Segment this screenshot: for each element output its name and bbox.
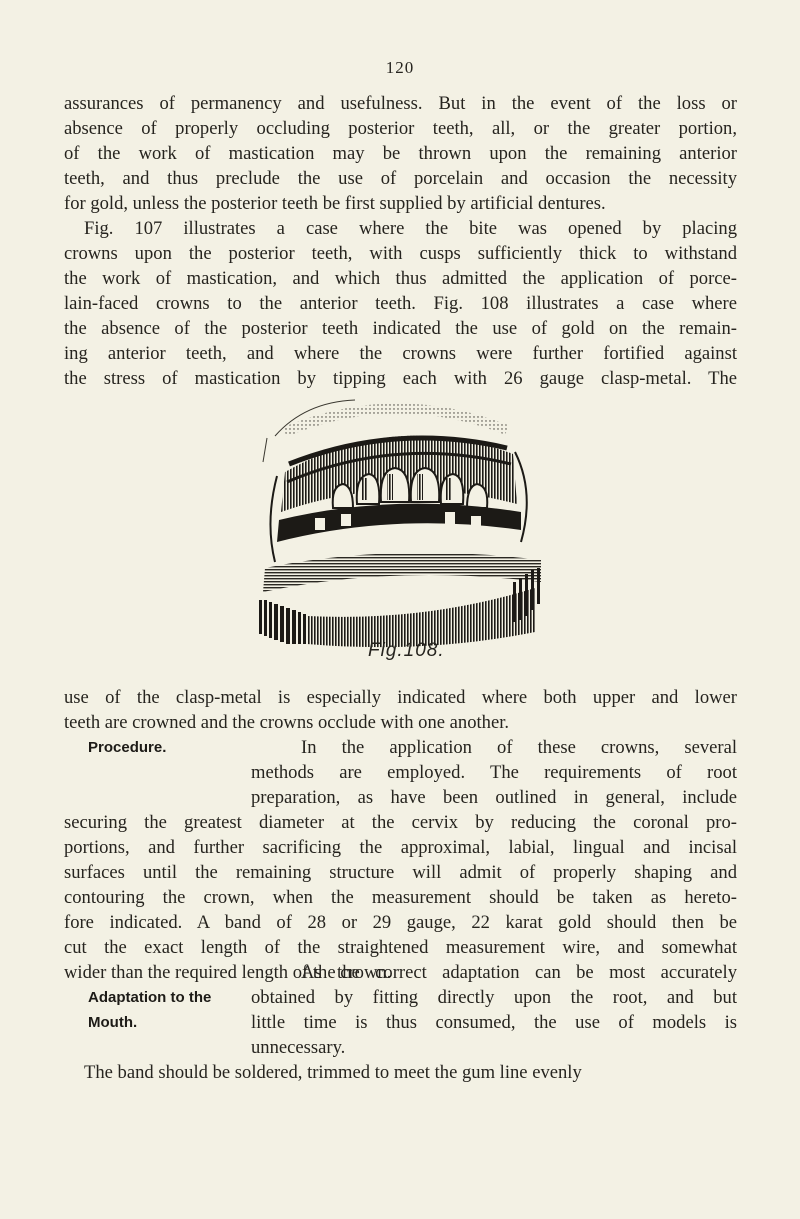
- text-line: unnecessary.: [251, 1037, 346, 1058]
- paragraph-band: [64, 1060, 737, 1085]
- text-line: the work of mastication, and which thus admitted the application of porce-: [64, 268, 737, 289]
- text-line: contouring the crown, when the measurement should be taken as hereto-: [64, 887, 737, 908]
- text-line: fore indicated. A band of 28 or 29 gauge, 22 karat gold should then be: [64, 912, 737, 933]
- paragraph-adaptation: [251, 960, 737, 1060]
- paragraph-intro: [64, 91, 737, 391]
- text-line: ing anterior teeth, and where the crowns were further fortified against: [64, 343, 737, 364]
- paragraph-preparation: [64, 810, 737, 985]
- side-heading-adaptation: Adaptation to the: [88, 989, 212, 1006]
- text-line: surfaces until the remaining structure will admit of properly shaping and: [64, 862, 737, 883]
- text-line: use of the clasp-metal is especially indicated where both upper and lower: [64, 687, 737, 708]
- text-line: As the correct adaptation can be most accurately: [301, 962, 737, 983]
- text-line: portions, and further sacrificing the approximal, labial, lingual and incisal: [64, 837, 737, 858]
- page-number: 120: [385, 58, 415, 77]
- text-line: cut the exact length of the straightened measurement wire, and somewhat: [64, 937, 737, 958]
- text-line: the stress of mastication by tipping each with 26 gauge clasp-metal. The: [64, 368, 737, 389]
- figure-caption: Fig.108.: [368, 640, 445, 661]
- text-line: of the work of mastication may be thrown upon the remaining anterior: [64, 143, 737, 164]
- text-line: absence of properly occluding posterior teeth, all, or the greater portion,: [64, 118, 737, 139]
- text-line: assurances of permanency and usefulness. But in the event of the loss or: [64, 93, 737, 114]
- text-line: teeth are crowned and the crowns occlude with one another.: [64, 712, 510, 733]
- text-line: preparation, as have been outlined in general, include: [251, 787, 737, 808]
- paragraph-procedure: [251, 735, 737, 810]
- text-line: obtained by fitting directly upon the root, and but: [251, 987, 737, 1008]
- side-heading-procedure: Procedure.: [88, 739, 167, 756]
- text-line: In the application of these crowns, several: [301, 737, 737, 758]
- text-line: The band should be soldered, trimmed to meet the gum line evenly: [84, 1062, 582, 1083]
- text-line: securing the greatest diameter at the cervix by reducing the coronal pro-: [64, 812, 737, 833]
- text-line: teeth, and thus preclude the use of porcelain and occasion the necessity: [64, 168, 737, 189]
- text-line: wider than the required length of the crown.: [64, 962, 392, 983]
- text-line: methods are employed. The requirements of root: [251, 762, 737, 783]
- text-line: lain-faced crowns to the anterior teeth. Fig. 108 illustrates a case where: [64, 293, 737, 314]
- paragraph-clasp-metal: [64, 685, 737, 735]
- text-line: little time is thus consumed, the use of models is: [251, 1012, 737, 1033]
- side-heading-adaptation-mouth: Mouth.: [88, 1014, 138, 1031]
- text-line: crowns upon the posterior teeth, with cusps sufficiently thick to withstand: [64, 243, 737, 264]
- text-line: for gold, unless the posterior teeth be first supplied by artificial dentures.: [64, 193, 606, 214]
- dental-arch-illustration-icon: [245, 392, 565, 668]
- text-line: the absence of the posterior teeth indicated the use of gold on the remain-: [64, 318, 737, 339]
- text-line: Fig. 107 illustrates a case where the bite was opened by placing: [84, 218, 737, 239]
